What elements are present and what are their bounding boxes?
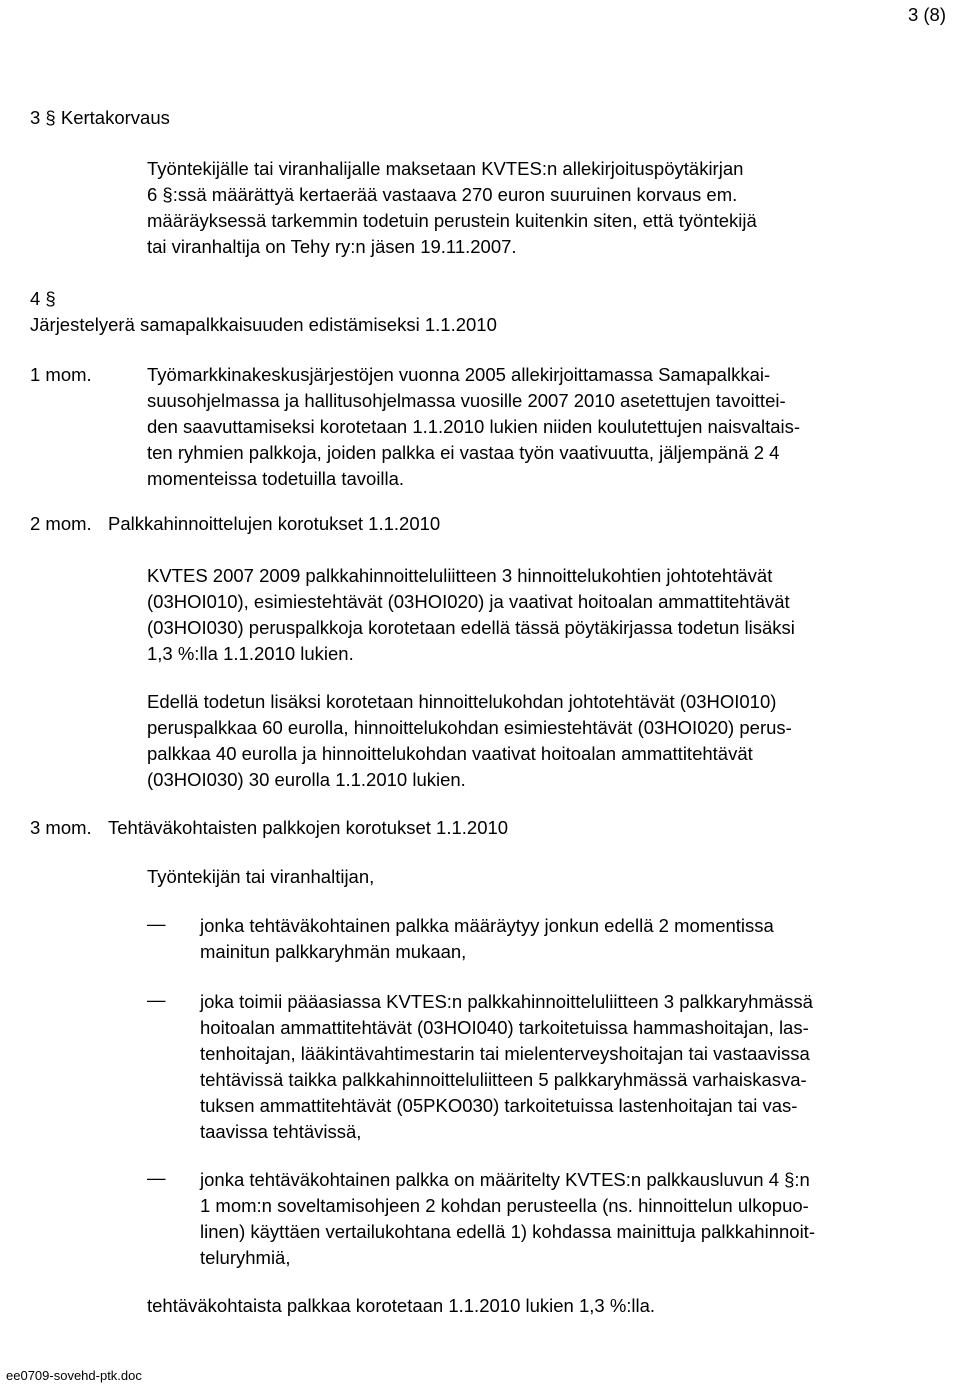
mom-1-label: 1 mom.	[30, 364, 92, 385]
list-item	[200, 1167, 815, 1271]
mom-2-paragraph-1	[147, 563, 795, 667]
text-line: joka toimii pääasiassa KVTES:n palkkahinnoitteluliitteen 3 palkkaryhmässä	[200, 991, 813, 1012]
mom-1-body	[147, 362, 800, 492]
text-line: Työmarkkinakeskusjärjestöjen vuonna 2005 allekirjoittamassa Samapalkkai-	[147, 364, 771, 385]
text-line: määräyksessä tarkemmin todetuin perustein kuitenkin siten, että työntekijä	[147, 210, 757, 231]
footer-filename: ee0709-sovehd-ptk.doc	[6, 1368, 142, 1383]
section-4-number: 4 §	[30, 288, 56, 309]
text-line: taavissa tehtävissä,	[200, 1121, 362, 1142]
mom-3-intro: Työntekijän tai viranhaltijan,	[147, 866, 375, 887]
text-line: 1,3 %:lla 1.1.2010 lukien.	[147, 643, 354, 664]
mom-2-label: 2 mom.	[30, 513, 92, 534]
page-number: 3 (8)	[907, 4, 946, 25]
dash-bullet: —	[147, 989, 166, 1010]
text-line: teluryhmiä,	[200, 1247, 291, 1268]
mom-2-title: Palkkahinnoittelujen korotukset 1.1.2010	[108, 513, 441, 534]
text-line: (03HOI030) 30 eurolla 1.1.2010 lukien.	[147, 769, 466, 790]
dash-bullet: —	[147, 913, 166, 934]
text-line: 1 mom:n soveltamisohjeen 2 kohdan perusteella (ns. hinnoittelun ulkopuo-	[200, 1195, 809, 1216]
text-line: den saavuttamiseksi korotetaan 1.1.2010 lukien niiden koulutettujen naisvaltais-	[147, 416, 801, 437]
text-line: momenteissa todetuilla tavoilla.	[147, 468, 405, 489]
mom-3-closing: tehtäväkohtaista palkkaa korotetaan 1.1.2010 lukien 1,3 %:lla.	[147, 1295, 656, 1316]
list-item	[200, 913, 774, 965]
list-item	[200, 989, 813, 1145]
dash-bullet: —	[147, 1167, 166, 1188]
text-line: hoitoalan ammattitehtävät (03HOI040) tarkoitetuissa hammashoitajan, las-	[200, 1017, 809, 1038]
text-line: (03HOI030) peruspalkkoja korotetaan edellä tässä pöytäkirjassa todetun lisäksi	[147, 617, 795, 638]
text-line: tenhoitajan, lääkintävahtimestarin tai mielenterveyshoitajan tai vastaavissa	[200, 1043, 810, 1064]
text-line: (03HOI010), esimiestehtävät (03HOI020) ja vaativat hoitoalan ammattitehtävät	[147, 591, 790, 612]
text-line: suusohjelmassa ja hallitusohjelmassa vuosille 2007 2010 asetettujen tavoittei-	[147, 390, 786, 411]
section-3-heading: 3 § Kertakorvaus	[30, 107, 170, 128]
mom-2-paragraph-2	[147, 689, 792, 793]
text-line: jonka tehtäväkohtainen palkka määräytyy jonkun edellä 2 momentissa	[200, 915, 774, 936]
text-line: tai viranhaltija on Tehy ry:n jäsen 19.11.2007.	[147, 236, 517, 257]
text-line: 6 §:ssä määrättyä kertaerää vastaava 270 euron suuruinen korvaus em.	[147, 184, 738, 205]
text-line: KVTES 2007 2009 palkkahinnoitteluliitteen 3 hinnoittelukohtien johtotehtävät	[147, 565, 773, 586]
section-3-body	[147, 156, 757, 260]
text-line: Työntekijälle tai viranhalijalle maksetaan KVTES:n allekirjoituspöytäkirjan	[147, 158, 744, 179]
text-line: peruspalkkaa 60 eurolla, hinnoittelukohdan esimiestehtävät (03HOI020) perus-	[147, 717, 792, 738]
mom-3-label: 3 mom.	[30, 817, 92, 838]
text-line: tuksen ammattitehtävät (05PKO030) tarkoitetuissa lastenhoitajan tai vas-	[200, 1095, 798, 1116]
text-line: mainitun palkkaryhmän mukaan,	[200, 941, 467, 962]
text-line: jonka tehtäväkohtainen palkka on määritelty KVTES:n palkkausluvun 4 §:n	[200, 1169, 810, 1190]
text-line: linen) käyttäen vertailukohtana edellä 1) kohdassa mainittuja palkkahinnoit-	[200, 1221, 815, 1242]
text-line: tehtävissä taikka palkkahinnoitteluliitteen 5 palkkaryhmässä varhaiskasva-	[200, 1069, 807, 1090]
text-line: palkkaa 40 eurolla ja hinnoittelukohdan vaativat hoitoalan ammattitehtävät	[147, 743, 753, 764]
mom-3-title: Tehtäväkohtaisten palkkojen korotukset 1.1.2010	[108, 817, 509, 838]
text-line: ten ryhmien palkkoja, joiden palkka ei vastaa työn vaativuutta, jäljempänä 2 4	[147, 442, 780, 463]
section-4-title: Järjestelyerä samapalkkaisuuden edistämiseksi 1.1.2010	[30, 314, 497, 335]
text-line: Edellä todetun lisäksi korotetaan hinnoittelukohdan johtotehtävät (03HOI010)	[147, 691, 777, 712]
